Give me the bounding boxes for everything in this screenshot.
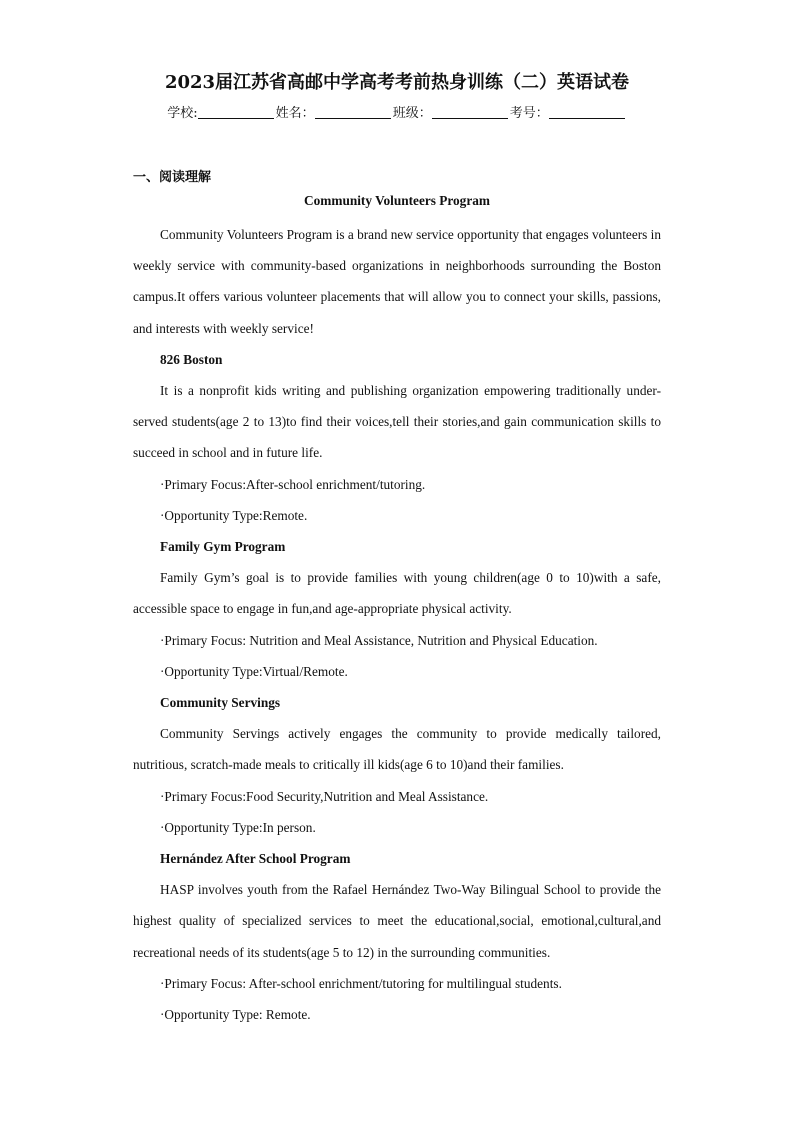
program-focus: ·Primary Focus:After-school enrichment/tutoring. [160, 476, 426, 492]
program-name: Family Gym Program [160, 539, 286, 555]
program-name: 826 Boston [160, 351, 223, 367]
student-info-line [0, 102, 794, 121]
school-label: 学校: [167, 106, 198, 121]
reading-passage [133, 188, 661, 1030]
number-label: 考号： [509, 106, 549, 121]
program-name: Community Servings [160, 695, 281, 711]
name-blank [315, 106, 391, 119]
number-blank [549, 106, 625, 119]
school-blank [198, 106, 274, 119]
program-type: ·Opportunity Type:Virtual/Remote. [160, 663, 348, 679]
exam-title: 2023届江苏省高邮中学高考考前热身训练（二）英语试卷 [164, 72, 630, 93]
program-name: Hernández After School Program [160, 851, 351, 867]
program-description: It is a nonprofit kids writing and publishing organization empowering traditionally under-served students(age 2 to 13)to find their voices,tell their stories,and gain communication skills to succeed in school and in future life. [133, 383, 661, 461]
program-focus: ·Primary Focus: Nutrition and Meal Assistance, Nutrition and Physical Education. [160, 632, 598, 648]
program-description: Family Gym’s goal is to provide families with young children(age 0 to 10)with a safe, accessible space to engage in fun,and age-appropriate physical activity. [133, 570, 661, 617]
program-description: Community Servings actively engages the community to provide medically tailored, nutritious, scratch-made meals to critically ill kids(age 6 to 10)and their families. [133, 726, 661, 773]
program-focus: ·Primary Focus: After-school enrichment/tutoring for multilingual students. [160, 975, 562, 991]
program-type: ·Opportunity Type:Remote. [160, 507, 308, 523]
name-label: 姓名： [275, 106, 315, 121]
class-blank [432, 106, 508, 119]
program-type: ·Opportunity Type:In person. [160, 819, 316, 835]
section-heading: 一、阅读理解 [133, 170, 212, 185]
program-type: ·Opportunity Type: Remote. [160, 1007, 311, 1023]
article-title: Community Volunteers Program [304, 193, 490, 208]
program-description: HASP involves youth from the Rafael Hernández Two-Way Bilingual School to provide the highest quality of specialized services to meet the educational,social, emotional,cultural,and recreational needs of its students(age 5 to 12) in the surrounding communities. [133, 882, 661, 960]
article-intro: Community Volunteers Program is a brand new service opportunity that engages volunteers in weekly service with community-based organizations in neighborhoods surrounding the Boston campus.It offers various volunteer placements that will allow you to connect your skills, passions, and interests with weekly service! [133, 227, 662, 336]
class-label: 班级： [392, 106, 432, 121]
program-focus: ·Primary Focus:Food Security,Nutrition and Meal Assistance. [160, 788, 489, 804]
